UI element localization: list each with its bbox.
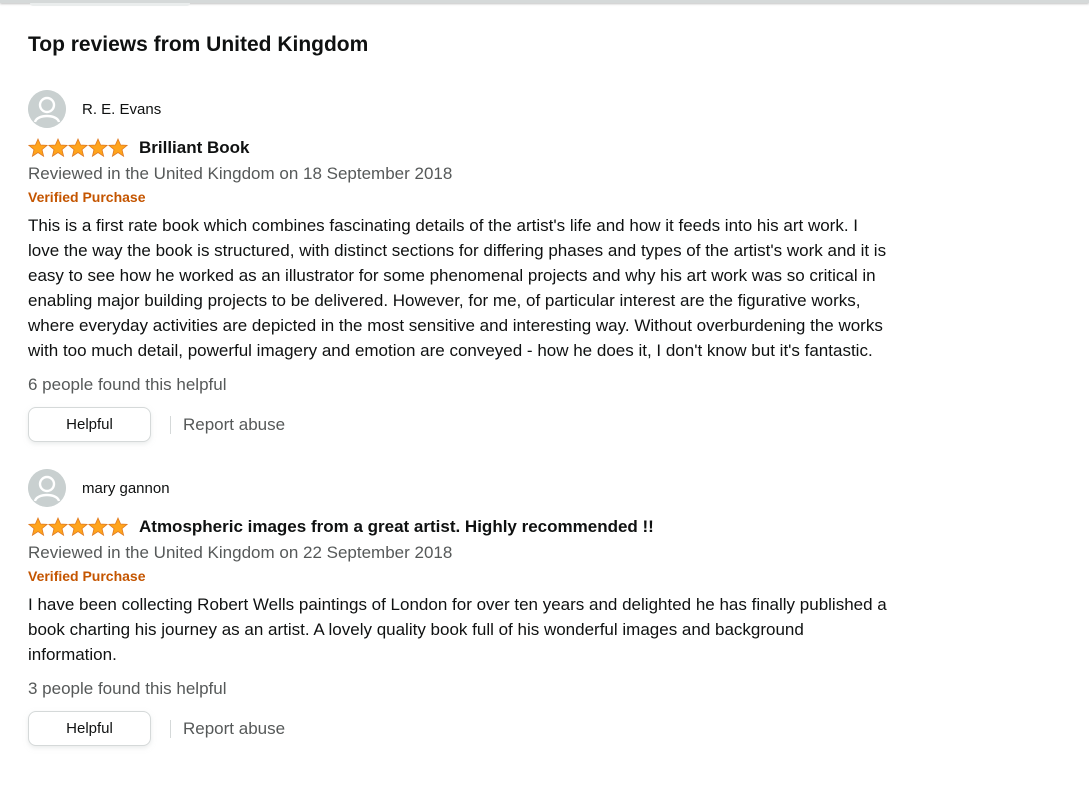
review-body: I have been collecting Robert Wells paintings of London for over ten years and delighted he has finally published a book charting his journey as an artist. A lovely quality book full of his wonderful images and background information. — [28, 595, 887, 664]
helpful-button[interactable]: Helpful — [28, 711, 151, 746]
divider — [170, 720, 171, 738]
review-date: Reviewed in the United Kingdom on 18 September 2018 — [28, 164, 453, 183]
star-icon — [28, 138, 48, 158]
review-date: Reviewed in the United Kingdom on 22 September 2018 — [28, 543, 453, 562]
reviewer-name[interactable]: R. E. Evans — [82, 100, 162, 118]
star-icon — [48, 138, 68, 158]
star-icon — [88, 138, 108, 158]
review-card — [28, 89, 888, 442]
star-icon — [48, 517, 68, 537]
review-title[interactable]: Brilliant Book — [139, 138, 250, 157]
helpful-count: 6 people found this helpful — [28, 375, 227, 394]
verified-purchase-badge[interactable]: Verified Purchase — [28, 568, 146, 584]
section-title: Top reviews from United Kingdom — [28, 33, 369, 56]
report-abuse-link[interactable]: Report abuse — [183, 414, 286, 434]
review-title[interactable]: Atmospheric images from a great artist. Highly recommended !! — [139, 517, 654, 536]
reviewer-profile[interactable] — [28, 468, 888, 508]
review-actions — [28, 711, 888, 746]
reviews-section — [28, 30, 888, 746]
avatar-icon — [28, 90, 66, 128]
avatar-icon — [28, 469, 66, 507]
review-card — [28, 468, 888, 746]
reviewer-name[interactable]: mary gannon — [82, 479, 170, 497]
divider — [170, 416, 171, 434]
helpful-button[interactable]: Helpful — [28, 407, 151, 442]
review-actions — [28, 407, 888, 442]
star-icon — [108, 138, 128, 158]
star-icon — [28, 517, 48, 537]
star-icon — [88, 517, 108, 537]
helpful-count: 3 people found this helpful — [28, 679, 227, 698]
review-body: This is a first rate book which combines fascinating details of the artist's life and how it feeds into his art work. I love the way the book is structured, with distinct sections for differing phases and types of the artist's work and it is easy to see how he worked as an illustrator for some phenomenal projects and why his art work was so critical in enabling major building projects to be delivered. However, for me, of particular interest are the figurative works, where everyday activities are depicted in the most sensitive and interesting way. Without overburdening the works with too much detail, powerful imagery and emotion are conveyed - how he does it, I don't know but it's fantastic. — [28, 216, 887, 360]
star-rating[interactable] — [28, 138, 129, 158]
top-tab-shadow — [30, 3, 190, 6]
reviewer-profile[interactable] — [28, 89, 888, 129]
star-icon — [68, 517, 88, 537]
report-abuse-link[interactable]: Report abuse — [183, 718, 286, 738]
verified-purchase-badge[interactable]: Verified Purchase — [28, 189, 146, 205]
star-icon — [68, 138, 88, 158]
star-rating[interactable] — [28, 517, 129, 537]
star-icon — [108, 517, 128, 537]
